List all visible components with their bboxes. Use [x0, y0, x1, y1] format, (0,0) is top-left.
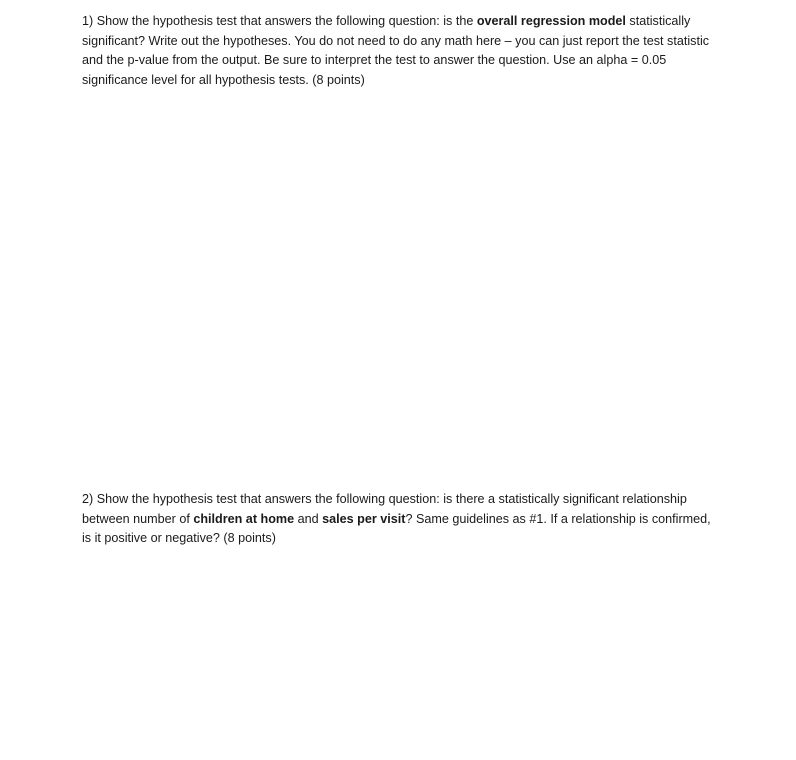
question-1 [82, 12, 712, 90]
answer-space-1 [82, 95, 712, 480]
question-2-emphasis-sales-per-visit: sales per visit [322, 511, 406, 526]
answer-space-2 [82, 553, 712, 753]
question-1-text-a: 1) Show the hypothesis test that answers the following question: is the [82, 14, 477, 28]
question-2-text-b: and [294, 511, 323, 526]
question-1-text-b: statistically significant? Write out the hypotheses. You do not need to do any math here – you can just report the test statistic and the p-value from the output. Be sure to interpret the test to answer the question. Use an alpha = 0.05 significance level for all hypothesis tests. (8 points) [82, 14, 710, 87]
question-2-emphasis-children-at-home: children at home [193, 511, 295, 526]
question-2-text-a: 2) Show the hypothesis test that answers the following question: is there a statistically significant relationship between number of [82, 492, 687, 526]
question-1-emphasis-overall-regression-model: overall regression model [476, 14, 626, 28]
question-2-text-c: ? Same guidelines as #1. If a relationship is confirmed, is it positive or negative? (8 points) [82, 511, 711, 545]
question-2 [82, 490, 712, 549]
